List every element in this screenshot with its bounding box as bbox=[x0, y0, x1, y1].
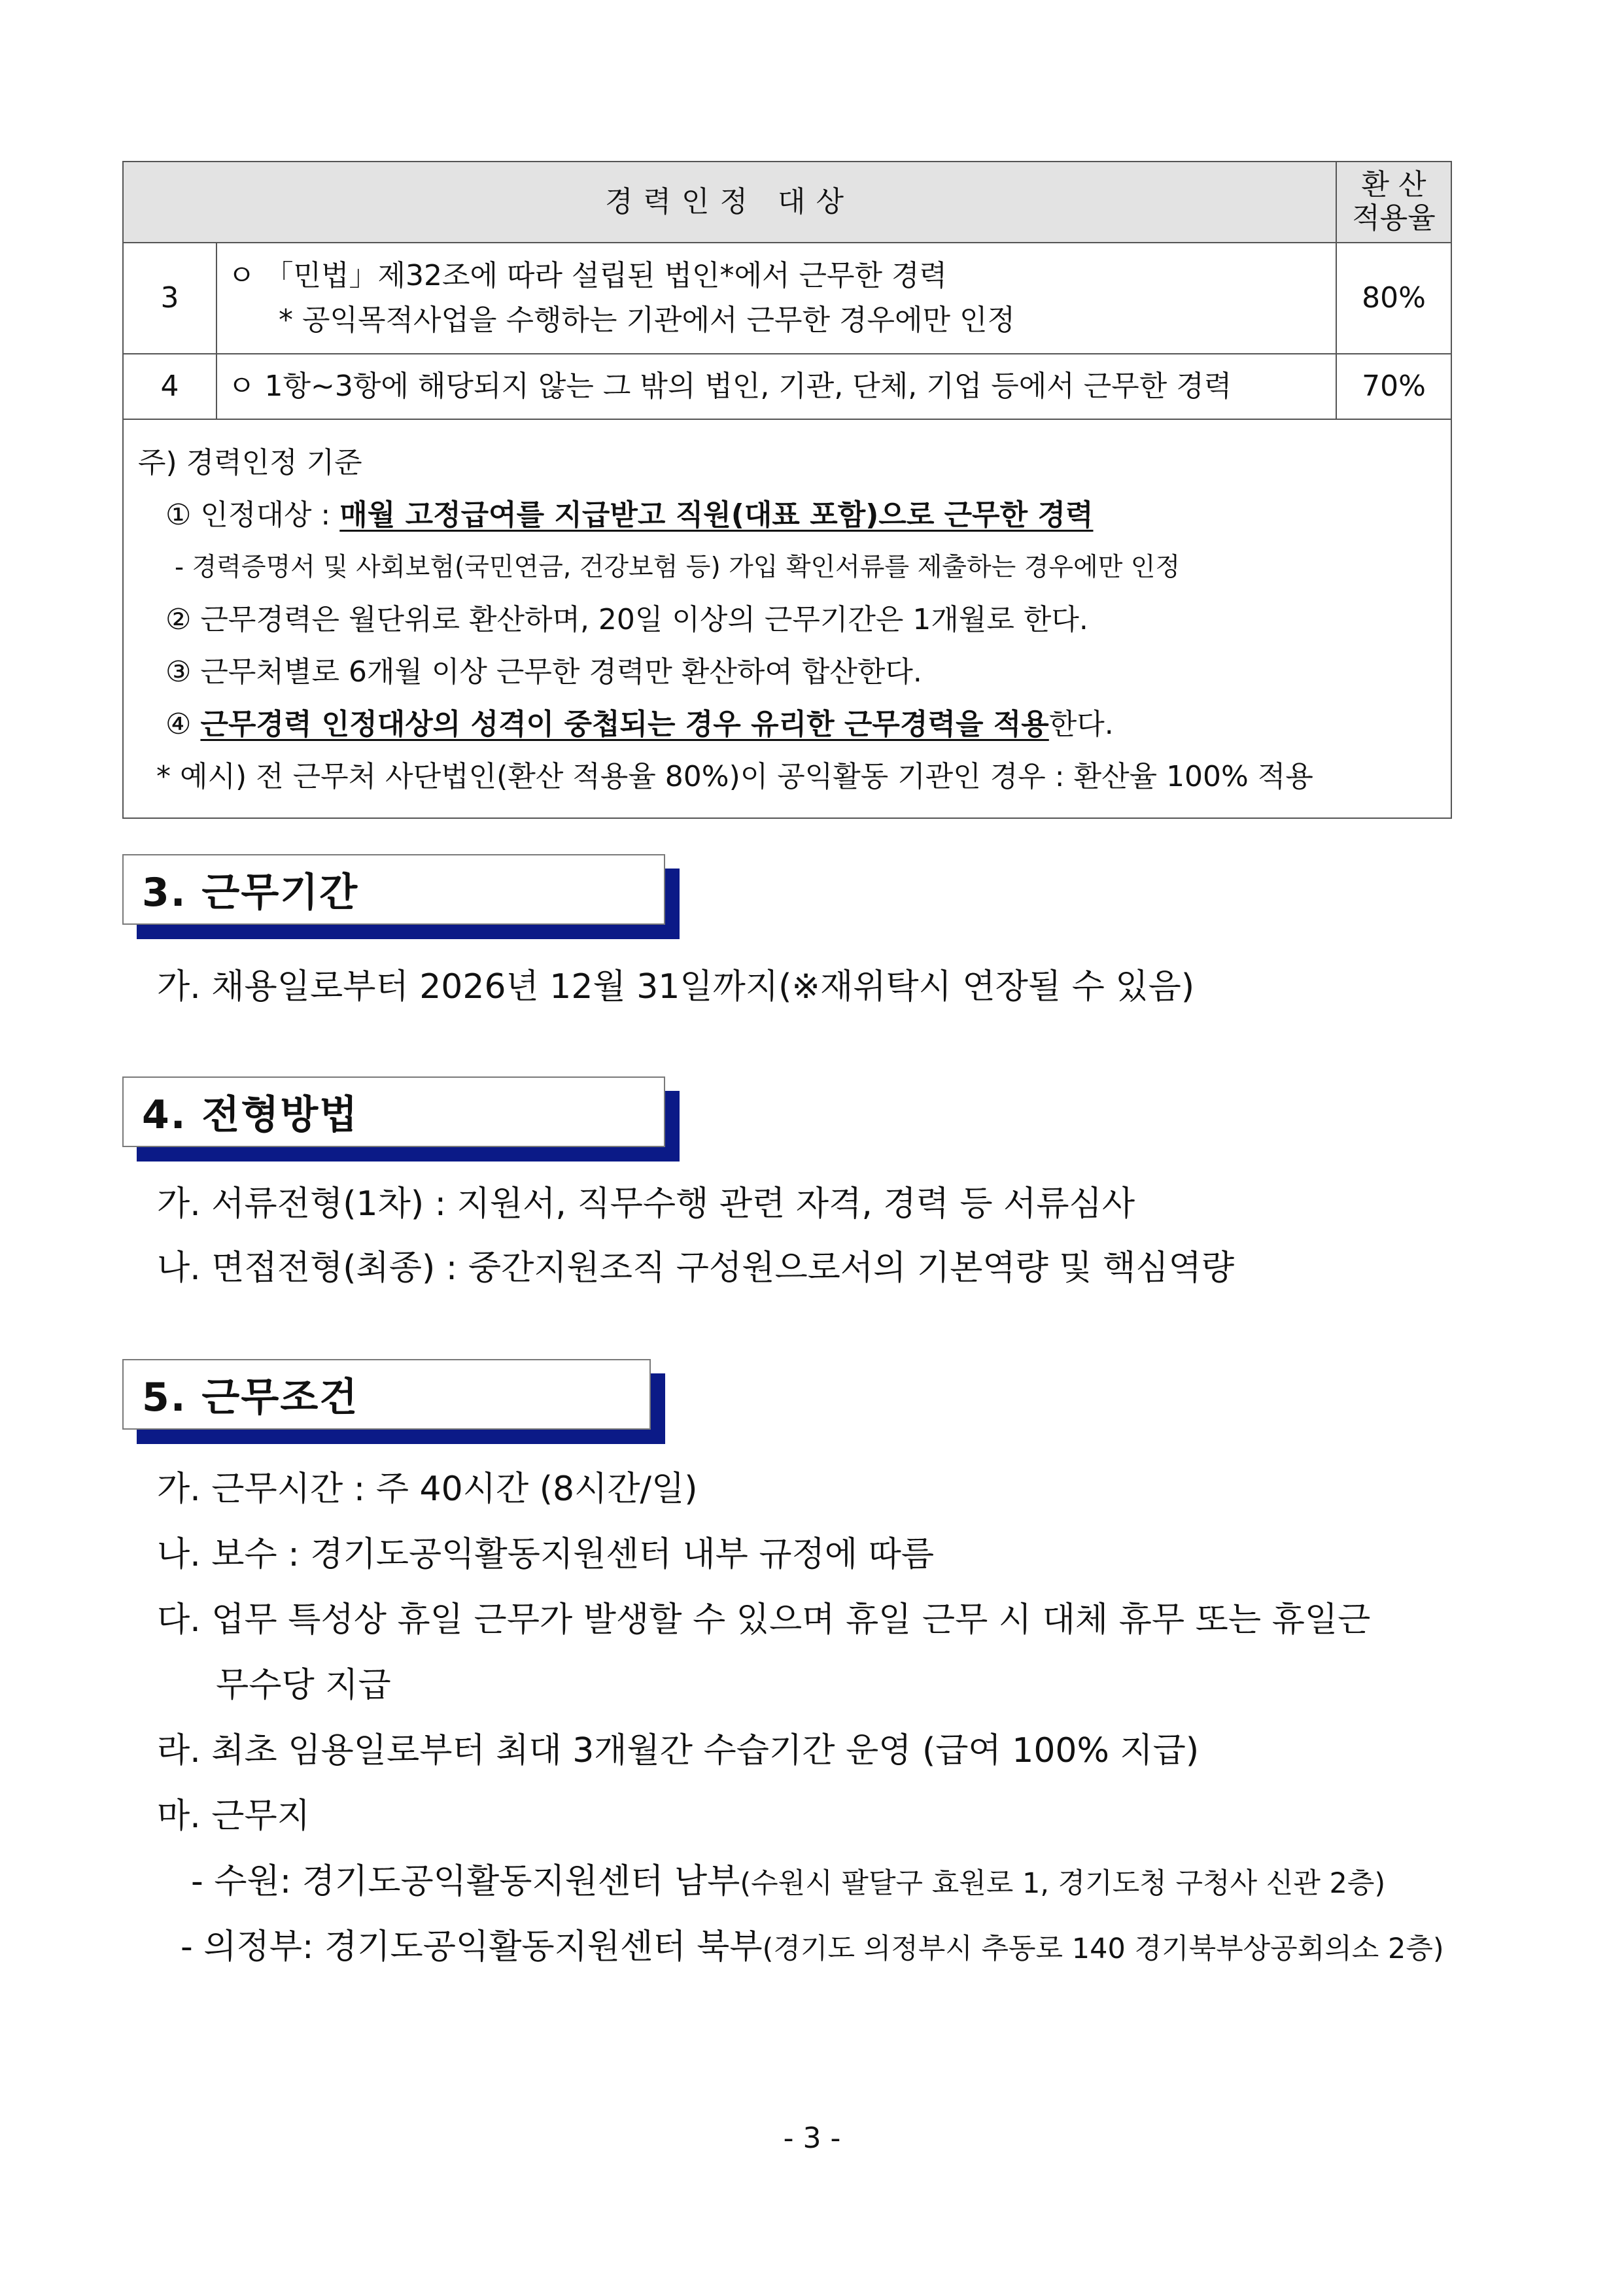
row-desc-note: * 공익목적사업을 수행하는 기관에서 근무한 경우에만 인정 bbox=[279, 303, 1016, 337]
note-3: ③ 근무처별로 6개월 이상 근무한 경력만 환산하여 합산한다. bbox=[165, 655, 922, 689]
note-1 bbox=[138, 489, 1436, 542]
suwon-address: (수원시 팔달구 효원로 1, 경기도청 구청사 신관 2층) bbox=[740, 1867, 1386, 1900]
section-3-header bbox=[122, 854, 665, 925]
salary-line: 나. 보수 : 경기도공익활동지원센터 내부 규정에 따름 bbox=[157, 1535, 935, 1574]
screening-interview-line: 나. 면접전형(최종) : 중간지원조직 구성원으로서의 기본역량 및 핵심역량 bbox=[157, 1248, 1235, 1288]
career-criteria-notes bbox=[123, 419, 1451, 818]
uijeongbu-main: - 의정부: 경기도공익활동지원센터 북부 bbox=[181, 1927, 763, 1967]
row-description bbox=[216, 354, 1336, 419]
work-hours-line: 가. 근무시간 : 주 40시간 (8시간/일) bbox=[157, 1470, 698, 1509]
note-1-sub: - 경력증명서 및 사회보험(국민연금, 건강보험 등) 가입 확인서류를 제출하는 경우에만 인정 bbox=[175, 553, 1181, 582]
row-description bbox=[216, 243, 1336, 354]
section-3-title: 3. 근무기간 bbox=[142, 870, 359, 916]
row-number: 4 bbox=[123, 354, 216, 419]
note-1-underlined: 매월 고정급여를 지급받고 직원(대표 포함)으로 근무한 경력 bbox=[339, 498, 1094, 532]
table-header-rate bbox=[1336, 162, 1451, 243]
table-header-row bbox=[123, 162, 1451, 243]
workplace-line: 마. 근무지 bbox=[157, 1797, 310, 1836]
row-number: 3 bbox=[123, 243, 216, 354]
row-rate: 80% bbox=[1336, 243, 1451, 354]
note-4-suffix: 한다. bbox=[1048, 708, 1114, 741]
note-example: * 예시) 전 근무처 사단법인(환산 적용율 80%)이 공익활동 기관인 경우 : 환산율 100% 적용 bbox=[156, 760, 1313, 793]
work-period-line: 가. 채용일로부터 2026년 12월 31일까지(※재위탁시 연장될 수 있음) bbox=[157, 967, 1195, 1007]
workplace-uijeongbu bbox=[181, 1927, 1444, 1967]
uijeongbu-address: (경기도 의정부시 추동로 140 경기북부상공회의소 2층) bbox=[762, 1933, 1444, 1965]
note-4 bbox=[138, 698, 1436, 751]
career-recognition-table bbox=[122, 161, 1452, 819]
section-4-header bbox=[122, 1076, 665, 1147]
suwon-main: - 수원: 경기도공익활동지원센터 남부 bbox=[191, 1862, 740, 1901]
row-desc-line: ㅇ 1항~3항에 해당되지 않는 그 밖의 법인, 기관, 단체, 기업 등에서 근무한 경력 bbox=[228, 369, 1232, 403]
probation-line: 라. 최초 임용일로부터 최대 3개월간 수습기간 운영 (급여 100% 지급) bbox=[157, 1731, 1200, 1770]
note-4-underlined: 근무경력 인정대상의 성격이 중첩되는 경우 유리한 근무경력을 적용 bbox=[200, 708, 1049, 741]
header-rate-top: 환 산 bbox=[1361, 168, 1426, 202]
note-1-prefix: ① 인정대상 : bbox=[165, 498, 340, 532]
page-number: - 3 - bbox=[783, 2122, 841, 2155]
screening-document-line: 가. 서류전형(1차) : 지원서, 직무수행 관련 자격, 경력 등 서류심사 bbox=[157, 1184, 1135, 1224]
section-header-box bbox=[122, 854, 665, 925]
notes-title: 주) 경력인정 기준 bbox=[138, 446, 362, 479]
section-header-box bbox=[122, 1076, 665, 1147]
header-rate-bottom: 적용율 bbox=[1352, 201, 1436, 235]
table-row bbox=[123, 354, 1451, 419]
section-5-header bbox=[122, 1359, 651, 1430]
section-header-box bbox=[122, 1359, 651, 1430]
row-rate: 70% bbox=[1336, 354, 1451, 419]
section-4-title: 4. 전형방법 bbox=[142, 1092, 359, 1138]
row-desc-line: ㅇ 「민법」제32조에 따라 설립된 법인*에서 근무한 경력 bbox=[228, 258, 947, 292]
holiday-work-line-cont: 무수당 지급 bbox=[216, 1666, 391, 1705]
table-notes-row bbox=[123, 419, 1451, 818]
note-2: ② 근무경력은 월단위로 환산하며, 20일 이상의 근무기간은 1개월로 한다. bbox=[165, 603, 1088, 636]
note-4-prefix: ④ bbox=[165, 708, 201, 741]
table-row bbox=[123, 243, 1451, 354]
workplace-suwon bbox=[191, 1861, 1385, 1902]
section-5-title: 5. 근무조건 bbox=[142, 1375, 359, 1420]
table-header-main: 경력인정 대상 bbox=[123, 162, 1336, 243]
holiday-work-line: 다. 업무 특성상 휴일 근무가 발생할 수 있으며 휴일 근무 시 대체 휴무 또는 휴일근 bbox=[157, 1600, 1371, 1640]
